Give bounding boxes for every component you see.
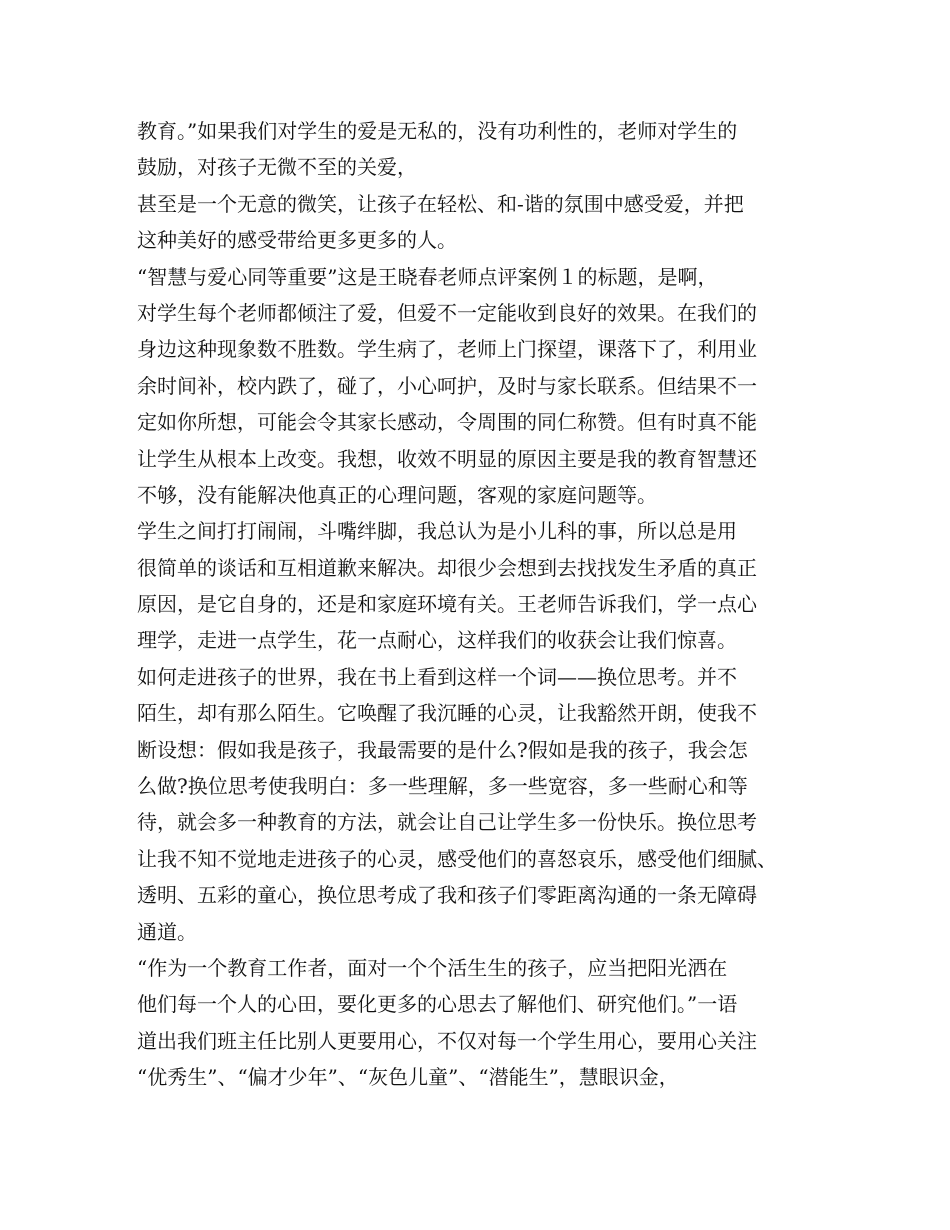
text-line: 对学生每个老师都倾注了爱，但爱不一定能收到良好的效果。在我们的 xyxy=(137,300,757,325)
text-line: 么做?换位思考使我明白：多一些理解，多一些宽容，多一些耐心和等 xyxy=(137,774,748,799)
text-line: 定如你所想，可能会令其家长感动，令周围的同仁称赞。但有时真不能 xyxy=(137,410,757,435)
text-line: 不够，没有能解决他真正的心理问题，客观的家庭问题等。 xyxy=(137,482,657,507)
text-line: 很简单的谈话和互相道歉来解决。却很少会想到去找找发生矛盾的真正 xyxy=(137,555,757,580)
text-line: 鼓励，对孩子无微不至的关爱， xyxy=(137,155,417,180)
text-line: 断设想：假如我是孩子，我最需要的是什么?假如是我的孩子，我会怎 xyxy=(137,737,748,762)
text-line: 如何走进孩子的世界，我在书上看到这样一个词——换位思考。并不 xyxy=(137,664,737,689)
body-text xyxy=(137,113,827,1096)
text-line: 通道。 xyxy=(137,919,197,944)
text-line: 道出我们班主任比别人更要用心，不仅对每一个学生用心，要用心关注 xyxy=(137,1028,757,1053)
text-line: 他们每一个人的心田，要化更多的心思去了解他们、研究他们。”一语 xyxy=(137,992,738,1017)
text-line: “优秀生”、“偏才少年”、“灰色儿童”、“潜能生”，慧眼识金， xyxy=(137,1065,679,1090)
text-line: 甚至是一个无意的微笑，让孩子在轻松、和-谐的氛围中感受爱，并把 xyxy=(137,191,744,216)
text-line: 陌生，却有那么陌生。它唤醒了我沉睡的心灵，让我豁然开朗，使我不 xyxy=(137,701,757,726)
text-line: “智慧与爱心同等重要”这是王晓春老师点评案例１的标题，是啊， xyxy=(137,264,718,289)
text-line: 学生之间打打闹闹，斗嘴绊脚，我总认为是小儿科的事，所以总是用 xyxy=(137,519,737,544)
text-line: 教育。”如果我们对学生的爱是无私的，没有功利性的，老师对学生的 xyxy=(137,119,738,143)
text-line: 待，就会多一种教育的方法，就会让自己让学生多一份快乐。换位思考 xyxy=(137,810,757,835)
text-line: 这种美好的感受带给更多更多的人。 xyxy=(137,228,457,253)
text-line: 让学生从根本上改变。我想，收效不明显的原因主要是我的教育智慧还 xyxy=(137,446,757,471)
text-line: “作为一个教育工作者，面对一个个活生生的孩子，应当把阳光洒在 xyxy=(137,955,728,980)
text-line: 身边这种现象数不胜数。学生病了，老师上门探望，课落下了，利用业 xyxy=(137,337,757,362)
text-line: 余时间补，校内跌了，碰了，小心呵护，及时与家长联系。但结果不一 xyxy=(137,373,757,398)
text-line: 透明、五彩的童心，换位思考成了我和孩子们零距离沟通的一条无障碍 xyxy=(137,883,757,908)
text-line: 理学，走进一点学生，花一点耐心，这样我们的收获会让我们惊喜。 xyxy=(137,628,737,653)
text-line: 让我不知不觉地走进孩子的心灵，感受他们的喜怒哀乐，感受他们细腻、 xyxy=(137,846,777,871)
text-line: 原因，是它自身的，还是和家庭环境有关。王老师告诉我们，学一点心 xyxy=(137,592,757,617)
